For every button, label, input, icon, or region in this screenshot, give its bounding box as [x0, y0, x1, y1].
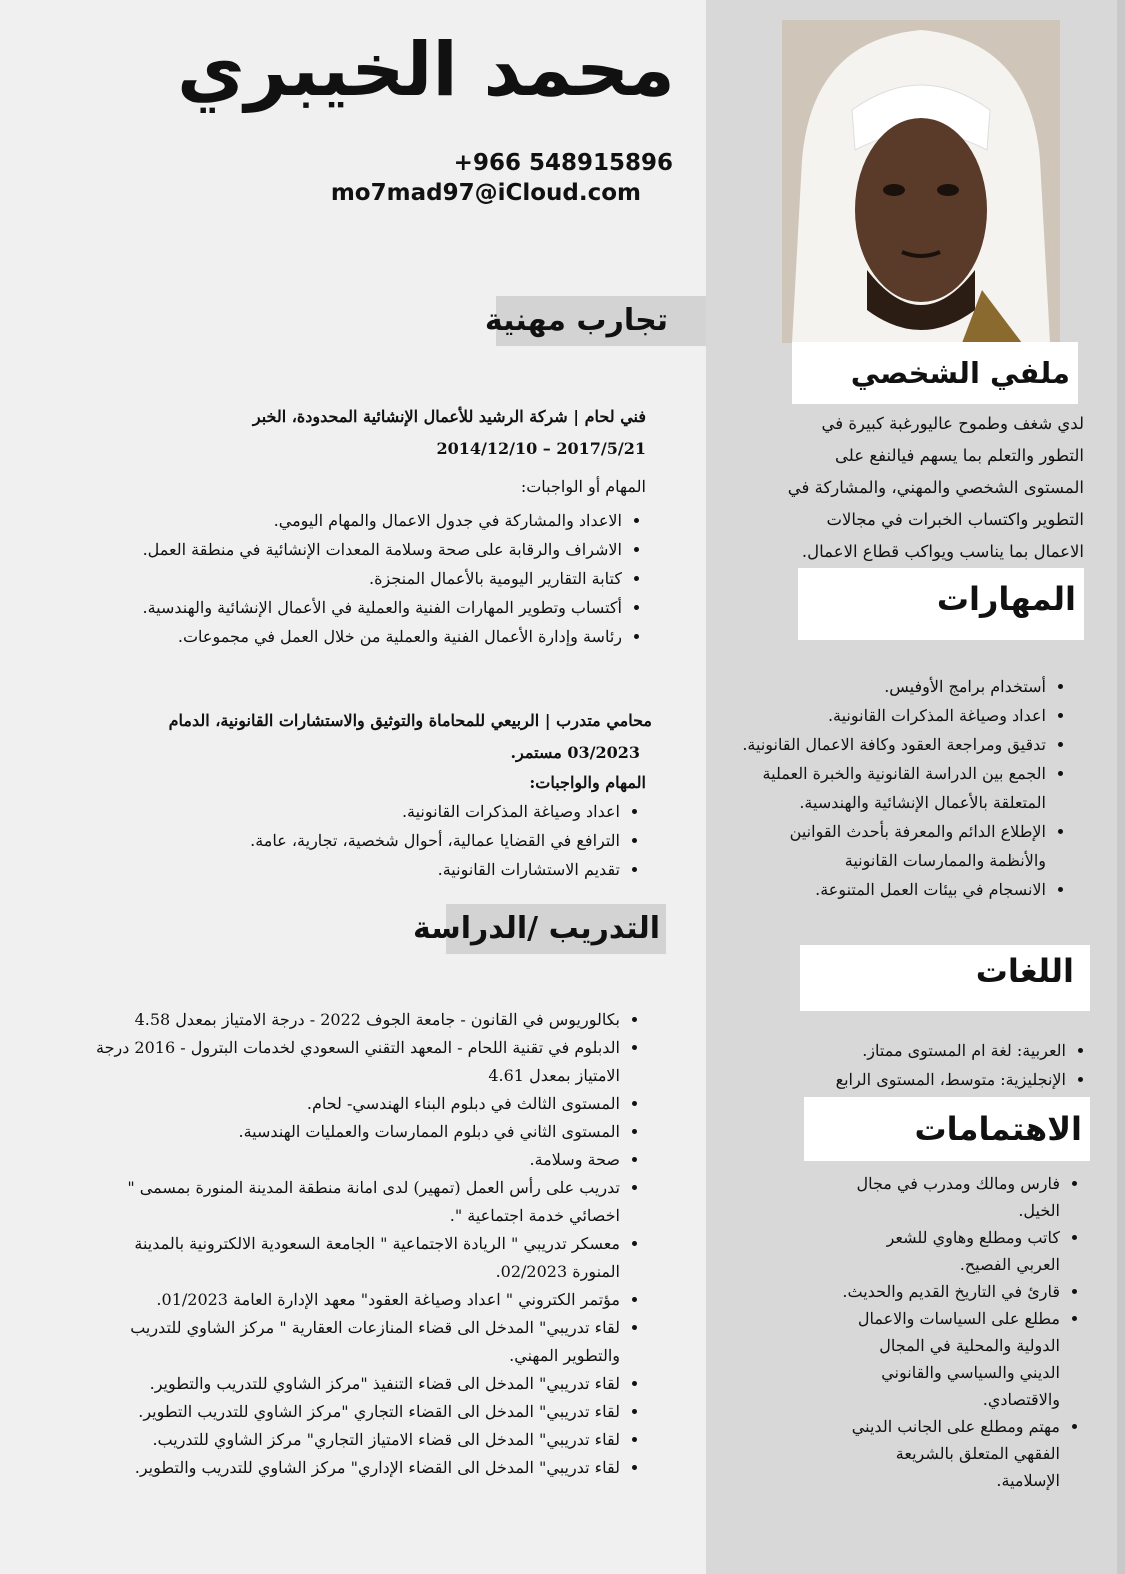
education-heading: التدريب /الدراسة [446, 904, 666, 954]
education-item: • لقاء تدريبي" المدخل الى القضاء الإداري" مركز الشاوي للتدريب والتطوير. [90, 1454, 620, 1482]
person-name: محمد الخيبري [176, 27, 675, 113]
task-item: • كتابة التقارير اليومية بالأعمال المنجزة. [140, 564, 622, 593]
task-item: • تقديم الاستشارات القانونية. [150, 855, 620, 884]
profile-photo [782, 20, 1060, 343]
job2-dates: 03/2023 مستمر. [510, 743, 640, 762]
person-portrait-icon [782, 20, 1060, 343]
skills-list [736, 672, 1076, 904]
education-item: • معسكر تدريبي " الريادة الاجتماعية " الجامعة السعودية الالكترونية بالمدينة المنورة 02/2023. [90, 1230, 620, 1286]
education-item: • لقاء تدريبي" المدخل الى القضاء التجاري "مركز الشاوي للتدريب التطوير. [90, 1398, 620, 1426]
skill-item: • الانسجام في بيئات العمل المتنوعة. [736, 875, 1046, 904]
skill-item: • تدقيق ومراجعة العقود وكافة الاعمال القانونية. [736, 730, 1046, 759]
job1-tasks-label: المهام أو الواجبات: [520, 477, 646, 496]
experience-heading: تجارب مهنية [496, 296, 706, 346]
education-item: • تدريب على رأس العمل (تمهير) لدى امانة منطقة المدينة المنورة بمسمى " اخصائي خدمة اجتماعية ". [90, 1174, 620, 1230]
task-item: • اعداد وصياغة المذكرات القانونية. [150, 797, 620, 826]
task-item: • الاشراف والرقابة على صحة وسلامة المعدات الإنشائية في منطقة العمل. [140, 535, 622, 564]
interest-item: • مطلع على السياسات والاعمال الدولية والمحلية في المجال الديني والسياسي والقانوني والاقتصادي. [842, 1305, 1060, 1413]
interests-heading: الاهتمامات [804, 1097, 1090, 1161]
education-item: • صحة وسلامة. [90, 1146, 620, 1174]
job1-tasks [140, 506, 652, 651]
education-item: • لقاء تدريبي" المدخل الى قضاء الامتياز التجاري" مركز الشاوي للتدريب. [90, 1426, 620, 1454]
interest-item: • كاتب ومطلع وهاوي للشعر العربي الفصيح. [842, 1224, 1060, 1278]
education-list [90, 1006, 650, 1482]
education-item: • لقاء تدريبي" المدخل الى قضاء التنفيذ "مركز الشاوي للتدريب والتطوير. [90, 1370, 620, 1398]
task-item: • أكتساب وتطوير المهارات الفنية والعملية في الأعمال الإنشائية والهندسية. [140, 593, 622, 622]
language-item: • العربية: لغة ام المستوى ممتاز. [810, 1036, 1066, 1065]
interests-list [842, 1170, 1090, 1494]
job1-dates: 2014/12/10 – 2017/5/21 [436, 439, 646, 458]
task-item: • الترافع في القضايا عمالية، أحوال شخصية، تجارية، عامة. [150, 826, 620, 855]
education-item: • المستوى الثاني في دبلوم الممارسات والعمليات الهندسية. [90, 1118, 620, 1146]
profile-text: لدي شغف وطموح عاليورغبة كبيرة في التطور والتعلم بما يسهم فيالنفع على المستوى الشخصي والمهني، والمشاركة في التطوير واكتساب الخبرات في مجالات الاعمال بما يناسب ويواكب قطاع الاعمال. [787, 414, 1084, 561]
skill-item: • الإطلاع الدائم والمعرفة بأحدث القوانين والأنظمة والممارسات القانونية [736, 817, 1046, 875]
email-address: mo7mad97@iCloud.com [330, 180, 641, 206]
education-item: • الدبلوم في تقنية اللحام - المعهد التقني السعودي لخدمات البترول - 2016 درجة الامتياز بمعدل 4.61 [90, 1034, 620, 1090]
education-item: • بكالوريوس في القانون - جامعة الجوف 2022 - درجة الامتياز بمعدل 4.58 [90, 1006, 620, 1034]
skill-item: • أستخدام برامج الأوفيس. [736, 672, 1046, 701]
language-item: • الإنجليزية: متوسط، المستوى الرابع [810, 1065, 1066, 1094]
job2-tasks-label: المهام والواجبات: [529, 773, 646, 792]
education-item: • لقاء تدريبي" المدخل الى قضاء المنازعات العقارية " مركز الشاوي للتدريب والتطوير المهني. [90, 1314, 620, 1370]
task-item: • الاعداد والمشاركة في جدول الاعمال والمهام اليومي. [140, 506, 622, 535]
job1-title: فني لحام | شركة الرشيد للأعمال الإنشائية المحدودة، الخبر [252, 407, 646, 426]
interest-item: • قارئ في التاريخ القديم والحديث. [842, 1278, 1060, 1305]
languages-heading: اللغات [800, 945, 1090, 1011]
task-item: • رئاسة وإدارة الأعمال الفنية والعملية من خلال العمل في مجموعات. [140, 622, 622, 651]
skill-item: • الجمع بين الدراسة القانونية والخبرة العملية المتعلقة بالأعمال الإنشائية والهندسية. [736, 759, 1046, 817]
job2-tasks [150, 797, 650, 884]
languages-list [810, 1036, 1096, 1094]
phone-number: +966 548915896 [453, 150, 673, 176]
skills-heading: المهارات [798, 568, 1084, 640]
job2-title: محامي متدرب | الربيعي للمحاماة والتوثيق والاستشارات القانونية، الدمام [168, 711, 652, 730]
skill-item: • اعداد وصياغة المذكرات القانونية. [736, 701, 1046, 730]
education-item: • مؤتمر الكتروني " اعداد وصياغة العقود" معهد الإدارة العامة 01/2023. [90, 1286, 620, 1314]
education-item: • المستوى الثالث في دبلوم البناء الهندسي- لحام. [90, 1090, 620, 1118]
profile-heading: ملفي الشخصي [792, 342, 1078, 404]
page-edge [1117, 0, 1125, 1574]
interest-item: • مهتم ومطلع على الجانب الديني الفقهي المتعلق بالشريعة الإسلامية. [842, 1413, 1060, 1494]
interest-item: • فارس ومالك ومدرب في مجال الخيل. [842, 1170, 1060, 1224]
